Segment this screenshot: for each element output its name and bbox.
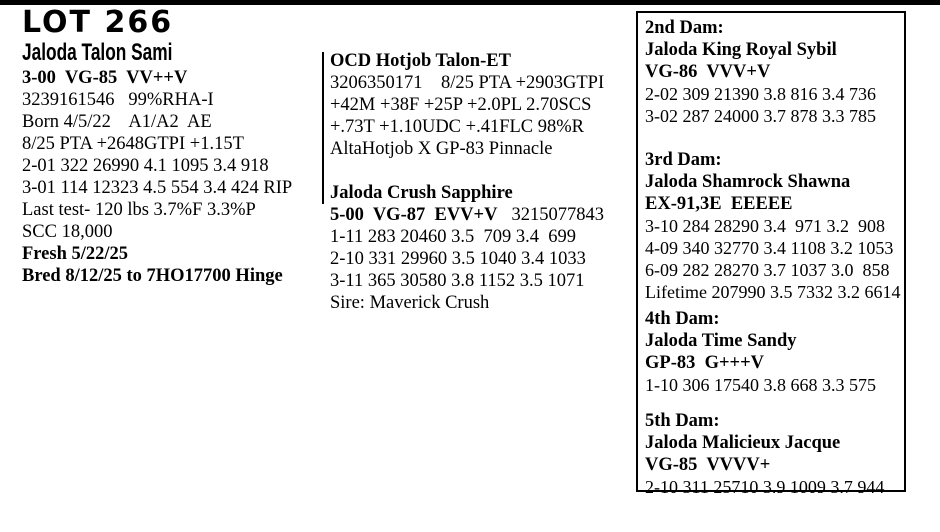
animal-details (22, 67, 322, 287)
sire-id-pta-line: 3206350171 8/25 PTA +2903GTPI (330, 73, 605, 93)
dam-section-name: Jaloda King Royal Sybil (645, 40, 837, 60)
dam-section-score: VG-86 VVV+V (645, 62, 771, 82)
last-test-line: Last test- 120 lbs 3.7%F 3.3%P (22, 200, 256, 220)
sire-type-line: +.73T +1.10UDC +.41FLC 98%R (330, 117, 585, 137)
dam-section-name: Jaloda Shamrock Shawna (645, 172, 851, 192)
sire-name: OCD Hotjob Talon-ET (330, 51, 511, 71)
lactation-record: 2-02 309 21390 3.8 816 3.4 736 (645, 84, 876, 104)
lactation-record: 3-10 284 28290 3.4 971 3.2 908 (645, 216, 885, 236)
lactation-record: 3-02 287 24000 3.7 878 3.3 785 (645, 106, 876, 126)
dam-score: 5-00 VG-87 EVV+V (330, 205, 498, 225)
dam-panel (330, 182, 630, 314)
dam-name: Jaloda Crush Sapphire (330, 183, 513, 203)
dam-section-name: Jaloda Time Sandy (645, 331, 797, 351)
sire-pta-line: +42M +38F +25P +2.0PL 2.70SCS (330, 95, 592, 115)
dam-section-heading: 2nd Dam: (645, 18, 724, 38)
bred-date-line: Bred 8/12/25 to 7HO17700 Hinge (22, 266, 283, 286)
dam-score-line (330, 204, 630, 226)
sire-pedigree-line: AltaHotjob X GP-83 Pinnacle (330, 139, 553, 159)
dam-section-heading: 4th Dam: (645, 309, 720, 329)
maternal-line-box (636, 11, 906, 497)
dam-sire-line: Sire: Maverick Crush (330, 293, 490, 313)
lot-animal-panel (22, 6, 322, 287)
dam-section-score: GP-83 G+++V (645, 353, 764, 373)
lactation-record: 6-09 282 28270 3.7 1037 3.0 858 (645, 260, 890, 280)
animal-pta-line: 8/25 PTA +2648GTPI +1.15T (22, 134, 244, 154)
animal-name: Jaloda Talon Sami (22, 39, 173, 66)
second-dam-section (645, 17, 899, 127)
dam-section-name: Jaloda Malicieux Jacque (645, 433, 841, 453)
lactation-record: 2-10 311 25710 3.9 1009 3.7 944 (645, 477, 885, 497)
lactation-record: 2-01 322 26990 4.1 1095 3.4 918 (22, 156, 269, 176)
fresh-date-line: Fresh 5/22/25 (22, 244, 129, 264)
lifetime-record: Lifetime 207990 3.5 7332 3.2 6614 (645, 282, 901, 302)
third-dam-section (645, 149, 899, 303)
animal-id-line: 3239161546 99%RHA-I (22, 90, 214, 110)
dam-reg-number: 3215077843 (511, 205, 604, 225)
sire-panel (330, 50, 630, 160)
lactation-record: 1-11 283 20460 3.5 709 3.4 699 (330, 227, 576, 247)
dam-section-score: EX-91,3E EEEEE (645, 194, 793, 214)
lactation-record: 3-01 114 12323 4.5 554 3.4 424 RIP (22, 178, 293, 198)
dam-section-score: VG-85 VVVV+ (645, 455, 771, 475)
fifth-dam-section (645, 410, 899, 498)
dam-section-heading: 5th Dam: (645, 411, 720, 431)
scc-line: SCC 18,000 (22, 222, 113, 242)
dam-section-heading: 3rd Dam: (645, 150, 722, 170)
fourth-dam-section (645, 308, 899, 396)
lactation-record: 1-10 306 17540 3.8 668 3.3 575 (645, 375, 876, 395)
lactation-record: 4-09 340 32770 3.4 1108 3.2 1053 (645, 238, 894, 258)
lactation-record: 2-10 331 29960 3.5 1040 3.4 1033 (330, 249, 586, 269)
animal-born-line: Born 4/5/22 A1/A2 AE (22, 112, 212, 132)
lactation-record: 3-11 365 30580 3.8 1152 3.5 1071 (330, 271, 585, 291)
animal-score-line: 3-00 VG-85 VV++V (22, 68, 188, 88)
pedigree-bracket-rule (322, 52, 324, 204)
lot-number-title: LOT 266 (22, 5, 174, 40)
